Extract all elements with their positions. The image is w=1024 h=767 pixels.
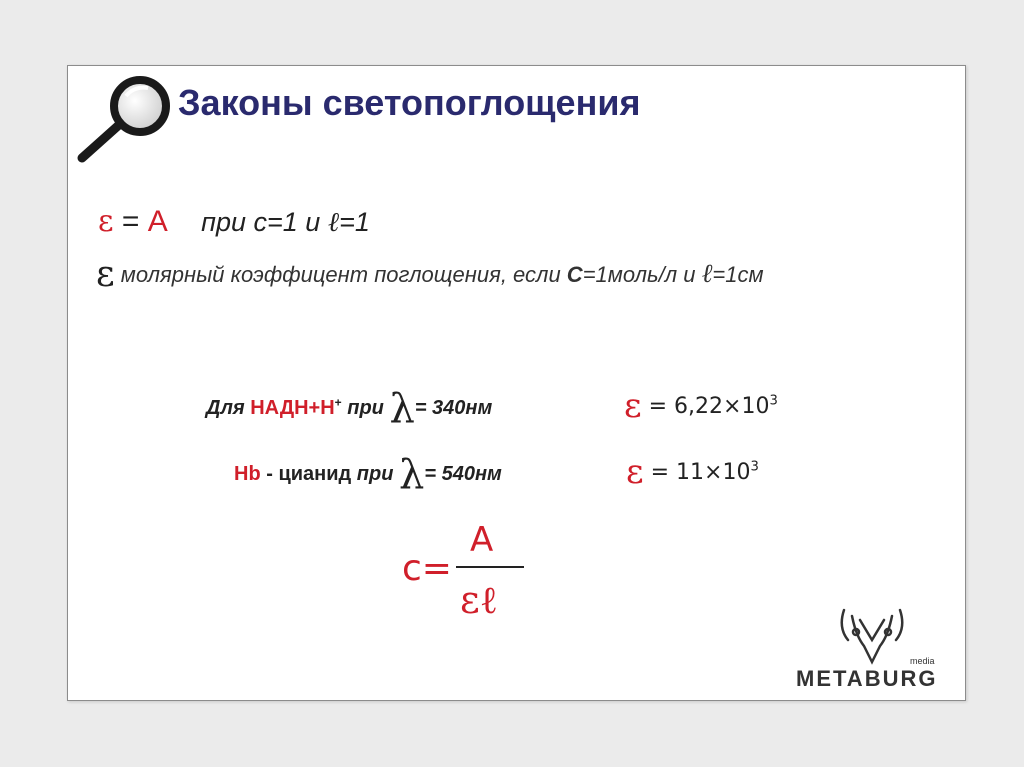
formula-lhs: с= <box>402 548 452 589</box>
concentration-value: =1моль/л и <box>582 262 702 287</box>
nadh-row <box>206 386 492 432</box>
exponent: 3 <box>769 393 778 409</box>
logo-subtext: media <box>910 656 935 666</box>
magnifier-icon <box>74 74 178 166</box>
pri-text: при <box>341 397 390 419</box>
equals-sign: = <box>113 205 148 238</box>
epsilon-value: = 6,22×10 <box>641 394 770 419</box>
row-prefix: Для <box>206 397 251 419</box>
epsilon-symbol: ε <box>624 386 642 426</box>
compound-suffix: - цианид <box>260 463 357 485</box>
compound-charge: + <box>334 395 342 410</box>
wavelength: = 340нм <box>414 397 493 419</box>
hb-epsilon-value <box>626 452 759 492</box>
length-symbol: ℓ <box>327 207 340 238</box>
definition-line <box>96 254 764 295</box>
epsilon-symbol: ε <box>626 452 644 492</box>
concentration-symbol: С <box>566 262 583 287</box>
length-value: =1см <box>712 262 764 287</box>
slide-title: Законы светопоглощения <box>178 82 641 123</box>
nadh-epsilon-value <box>624 386 778 426</box>
hb-row <box>234 452 502 498</box>
logo-brand: METABURG <box>796 666 938 691</box>
wavelength: = 540нм <box>424 463 502 485</box>
length-value: =1 <box>339 207 370 237</box>
epsilon-symbol: ε <box>96 254 115 295</box>
absorbance-symbol: А <box>147 205 168 238</box>
compound-name: НАДН+Н <box>250 397 335 419</box>
slide <box>67 65 966 701</box>
definition-text: молярный коэффицент поглощения, если <box>114 262 567 287</box>
lambda-symbol: λ <box>399 452 425 498</box>
lambda-symbol: λ <box>389 386 415 432</box>
fraction-bar <box>456 566 524 568</box>
epsilon-equals-a-line <box>98 204 370 239</box>
condition-text: при с=1 и <box>201 207 328 237</box>
exponent: 3 <box>750 459 759 475</box>
compound-name: Hb <box>234 463 261 485</box>
epsilon-symbol: ε <box>98 204 114 239</box>
formula-numerator: А <box>470 520 494 560</box>
length-symbol: ℓ <box>701 259 713 289</box>
pri-text: при <box>356 463 400 485</box>
epsilon-value: = 11×10 <box>643 460 751 485</box>
metaburg-logo-icon <box>834 606 910 666</box>
formula-denominator: εℓ <box>460 578 498 622</box>
